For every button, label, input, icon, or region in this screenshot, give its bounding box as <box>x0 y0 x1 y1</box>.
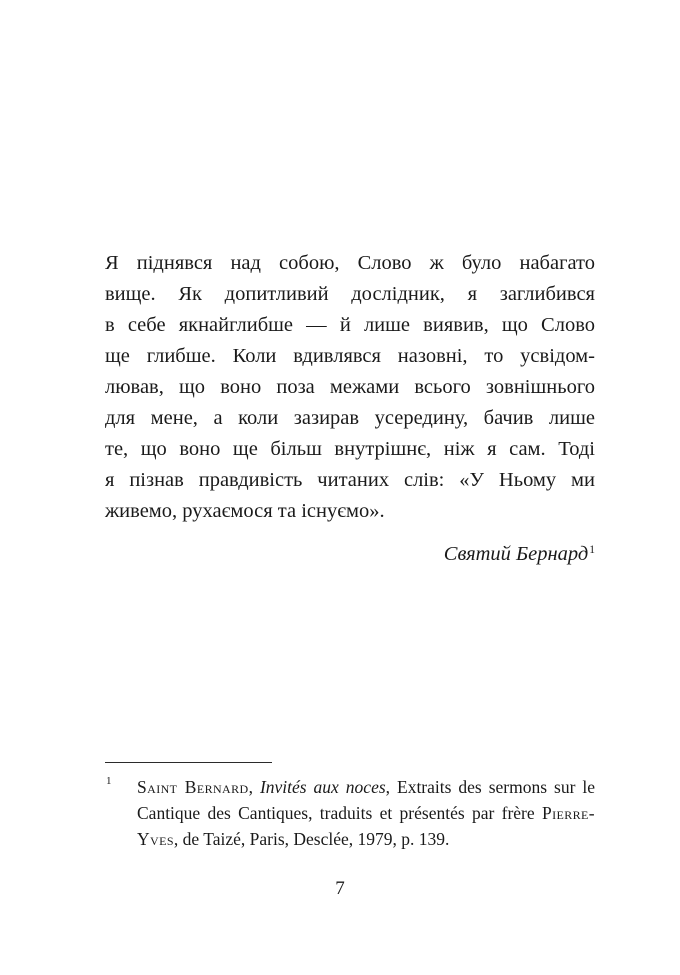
page-number: 7 <box>335 878 345 899</box>
footnote-segment: , de Taizé, Paris, Desclée, 1979, p. 139. <box>173 829 450 849</box>
footnote-segment: Invités aux noces <box>259 777 386 797</box>
footnote <box>105 774 595 852</box>
quote-line: те, що воно ще більш внутрішнє, ніж я сам. Тоді <box>105 438 595 460</box>
footnote-segment: , Extraits des sermons sur le Cantique des Cantiques, traduits et présentés par frère <box>137 777 596 823</box>
quote-line: я пізнав правдивість читаних слів: «У Ньому ми <box>105 469 595 491</box>
epigraph-quote <box>105 248 595 527</box>
quote-line: вище. Як допитливий дослідник, я заглибився <box>105 283 595 305</box>
attribution-footnote-ref: 1 <box>589 544 595 556</box>
quote-line: лював, що воно поза межами всього зовнішнього <box>105 376 595 398</box>
quote-line: для мене, а коли зазирав усередину, бачив лише <box>105 407 595 429</box>
attribution-line <box>105 539 595 570</box>
footnote-marker: 1 <box>106 775 112 787</box>
footnote-segment: , <box>248 777 260 797</box>
footnote-text <box>137 777 595 849</box>
quote-line: в себе якнайглибше — й лише виявив, що Слово <box>105 314 595 336</box>
quote-line: Я піднявся над собою, Слово ж було набагато <box>105 252 595 274</box>
quote-line: ще глибше. Коли вдивлявся назовні, то усвідом- <box>105 345 595 367</box>
footnote-separator-rule <box>105 762 272 763</box>
attribution-author: Святий Бернард <box>443 543 589 565</box>
quote-line: живемо, рухаємося та існуємо». <box>105 500 385 522</box>
footnote-segment: Pierre-Yves <box>137 803 595 849</box>
footnote-segment: Saint Bernard <box>137 777 249 797</box>
